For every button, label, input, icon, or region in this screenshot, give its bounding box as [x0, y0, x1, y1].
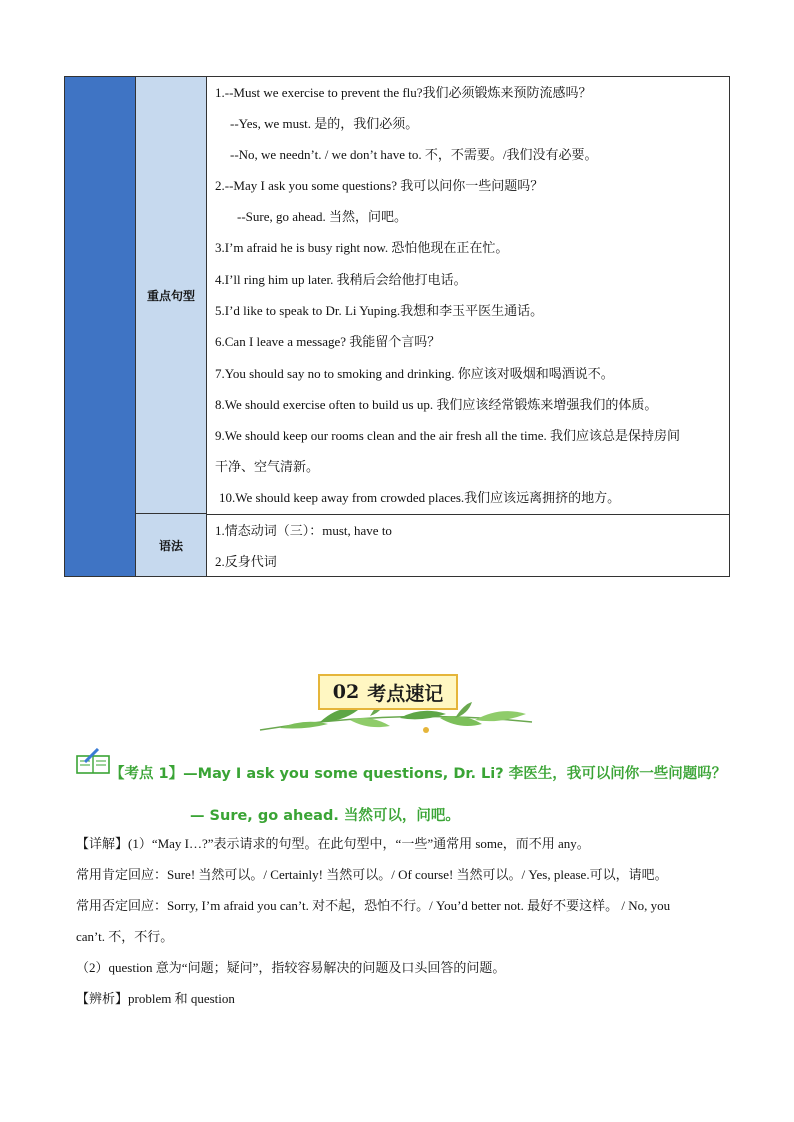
sentence-line: 10.We should keep away from crowded places.我们应该远离拥挤的地方。	[219, 490, 621, 505]
grammar-line: 1.情态动词（三）：must, have to	[215, 523, 392, 538]
section-banner	[318, 674, 458, 710]
sentence-line: 6.Can I leave a message? 我能留个言吗？	[215, 334, 441, 349]
discrimination-line: 【辨析】problem 和 question	[76, 991, 235, 1006]
book-pencil-icon	[76, 748, 110, 774]
explanation-line: 常用肯定回应：Sure! 当然可以。/ Certainly! 当然可以。/ Of course! 当然可以。/ Yes, please.可以，请吧。	[76, 867, 668, 882]
section-title: 考点速记	[367, 682, 444, 705]
section-number: 02	[332, 681, 360, 703]
table-side-bar	[65, 77, 136, 576]
key-point-answer: — Sure, go ahead. 当然可以，问吧。	[190, 808, 460, 824]
key-sentences-label: 重点句型	[136, 77, 207, 514]
sentence-line: 5.I’d like to speak to Dr. Li Yuping.我想和李玉平医生通话。	[215, 303, 544, 318]
grammar-line: 2.反身代词	[215, 554, 277, 569]
key-point-heading: 【考点 1】—May I ask you some questions, Dr. Li? 李医生，我可以问你一些问题吗？	[110, 766, 727, 782]
sentence-line: 干净、空气清新。	[215, 459, 320, 474]
grammar-label: 语法	[136, 514, 207, 576]
explanation-line: 【详解】(1）“May I…?”表示请求的句型。在此句型中，“一些”通常用 some，而不用 any。	[76, 836, 590, 851]
sentence-line: --Yes, we must. 是的，我们必须。	[230, 116, 419, 131]
sentence-line: 2.--May I ask you some questions? 我可以问你一些问题吗？	[215, 178, 544, 193]
explanation-line: 常用否定回应：Sorry, I’m afraid you can’t. 对不起，恐怕不行。/ You’d better not. 最好不要这样。 / No, you	[76, 898, 671, 913]
content-table	[64, 76, 730, 577]
sentence-line: --No, we needn’t. / we don’t have to. 不，不需要。/我们没有必要。	[230, 147, 598, 162]
sentence-line: --Sure, go ahead. 当然，问吧。	[237, 209, 408, 224]
sentence-line: 4.I’ll ring him up later. 我稍后会给他打电话。	[215, 272, 467, 287]
sentence-line: 7.You should say no to smoking and drinking. 你应该对吸烟和喝酒说不。	[215, 366, 614, 381]
row-divider	[207, 514, 729, 515]
sentence-line: 3.I’m afraid he is busy right now. 恐怕他现在正在忙。	[215, 240, 509, 255]
explanation-line: can’t. 不，不行。	[76, 929, 174, 944]
sentence-line: 1.--Must we exercise to prevent the flu?我们必须锻炼来预防流感吗？	[215, 85, 592, 100]
explanation-line: （2）question 意为“问题；疑问”，指较容易解决的问题及口头回答的问题。	[76, 960, 506, 975]
sentence-line: 8.We should exercise often to build us up. 我们应该经常锻炼来增强我们的体质。	[215, 397, 658, 412]
sentence-line: 9.We should keep our rooms clean and the air fresh all the time. 我们应该总是保持房间	[215, 428, 681, 443]
